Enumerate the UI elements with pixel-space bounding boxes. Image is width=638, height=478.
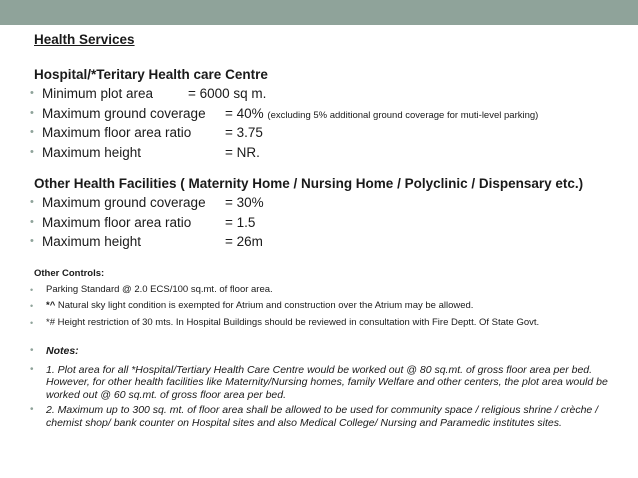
- item-label: Maximum height: [42, 144, 142, 160]
- slide-content: [30, 31, 630, 430]
- list-item: [30, 363, 630, 402]
- list-item: [30, 123, 630, 143]
- bullet-icon: •: [30, 317, 34, 328]
- list-item: [30, 282, 630, 299]
- list-item: [30, 404, 630, 429]
- bullet-icon: •: [30, 284, 34, 295]
- item-prefix: *^: [46, 300, 56, 311]
- item-text: *# Height restriction of 30 mts. In Hospital Buildings should be reviewed in consultation with Fire Deptt. Of State Govt.: [46, 316, 540, 328]
- item-value: = 6000 sq m.: [188, 86, 267, 101]
- item-text: Parking Standard @ 2.0 ECS/100 sq.mt. of floor area.: [46, 283, 273, 295]
- item-value: = NR.: [225, 144, 260, 160]
- item-value: = 26m: [225, 234, 263, 249]
- list-item: [30, 193, 630, 213]
- note-text: 2. Maximum up to 300 sq. mt. of floor area shall be allowed to be used for community space / religious shrine / crèche / chemist shop/ bank counter on Hospital sites and also Medical College/ Nursing and Paramedic institutes sites.: [46, 404, 599, 429]
- bullet-icon: •: [30, 106, 34, 119]
- top-header-bar: [0, 0, 638, 25]
- notes-section: [30, 345, 630, 430]
- other-controls-title: Other Controls:: [34, 267, 105, 279]
- list-item: [30, 315, 630, 332]
- item-value: = 40%: [225, 105, 264, 121]
- other-facilities-title: Other Health Facilities ( Maternity Home / Nursing Home / Polyclinic / Dispensary etc.): [34, 176, 584, 191]
- item-text-group: [46, 298, 473, 315]
- item-label: Maximum floor area ratio: [42, 214, 192, 230]
- other-controls-list: [30, 282, 630, 332]
- bullet-icon: •: [30, 196, 34, 208]
- item-label: Maximum ground coverage: [42, 195, 206, 210]
- hospital-list: [30, 84, 630, 162]
- notes-title-row: [30, 345, 630, 358]
- item-label: Maximum floor area ratio: [42, 125, 192, 140]
- item-note: (excluding 5% additional ground coverage for muti-level parking): [267, 109, 539, 121]
- list-item: [30, 232, 630, 252]
- bullet-icon: •: [30, 345, 34, 356]
- item-text: Natural sky light condition is exempted for Atrium and construction over the Atrium may be allowed.: [55, 300, 474, 311]
- list-item: [30, 104, 630, 124]
- item-label: Maximum height: [42, 234, 142, 249]
- note-text: 1. Plot area for all *Hospital/Tertiary Health Care Centre would be worked out @ 80 sq.mt. of gross floor area per bed. However, for other health facilities like Maternity/Nursing homes, family Welfare and other centers, the plot area would be worked out @ 60 sq.mt. of gross floor area per bed.: [46, 363, 608, 401]
- bullet-icon: •: [30, 145, 34, 158]
- notes-title: Notes:: [46, 345, 79, 357]
- bullet-icon: •: [30, 126, 34, 138]
- item-value-group: [225, 104, 538, 126]
- bullet-icon: •: [30, 404, 34, 416]
- item-label: Maximum ground coverage: [42, 105, 206, 121]
- bullet-icon: •: [30, 363, 34, 375]
- item-label: Minimum plot area: [42, 86, 154, 101]
- list-item: [30, 143, 630, 163]
- other-facilities-list: [30, 193, 630, 252]
- item-value: = 30%: [225, 195, 264, 210]
- item-value: = 3.75: [225, 125, 263, 140]
- bullet-icon: •: [30, 87, 34, 99]
- list-item: [30, 298, 630, 315]
- item-value: = 1.5: [225, 214, 256, 230]
- bullet-icon: •: [30, 215, 34, 228]
- hospital-section-title: Hospital/*Teritary Health care Centre: [34, 67, 268, 82]
- list-item: [30, 84, 630, 104]
- bullet-icon: •: [30, 235, 34, 247]
- bullet-icon: •: [30, 301, 34, 311]
- page-title: Health Services: [34, 32, 135, 47]
- list-item: [30, 213, 630, 233]
